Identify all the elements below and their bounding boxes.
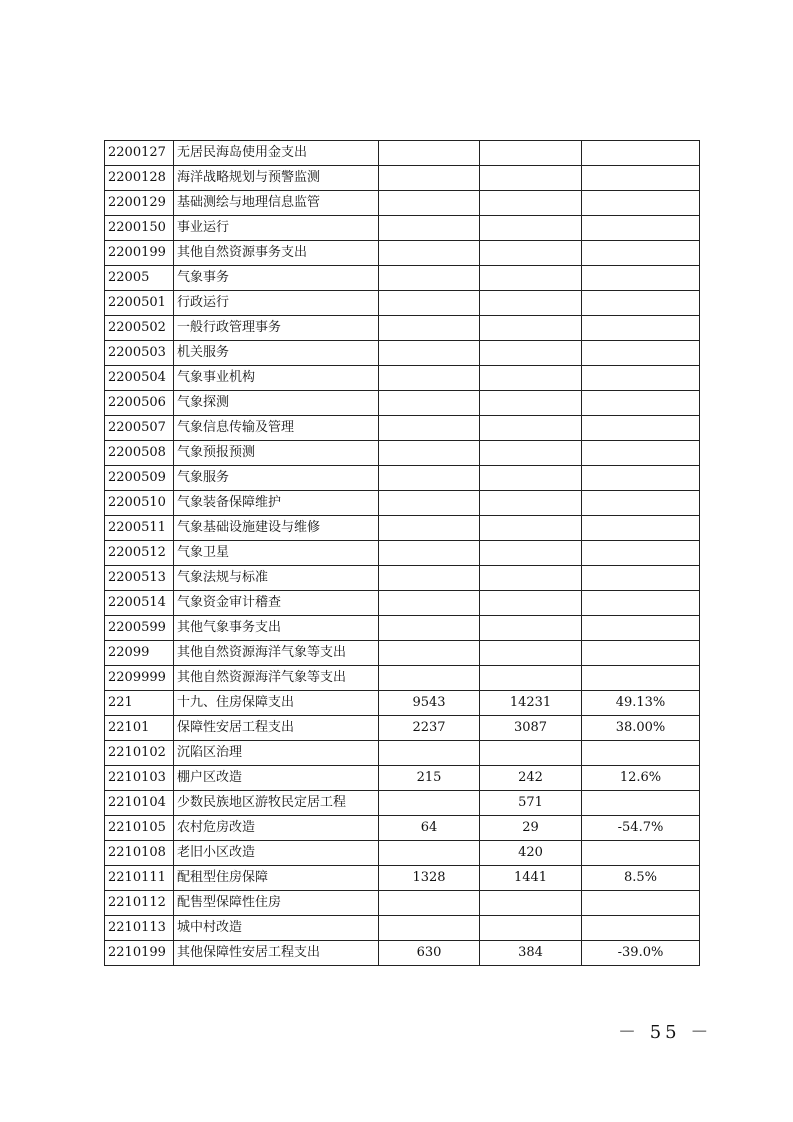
cell-code: 2200128 bbox=[105, 166, 174, 191]
table-row bbox=[105, 316, 700, 341]
table-row bbox=[105, 141, 700, 166]
cell-value-2 bbox=[480, 641, 582, 666]
cell-code: 22101 bbox=[105, 716, 174, 741]
table-row bbox=[105, 616, 700, 641]
cell-change-rate bbox=[582, 291, 700, 316]
cell-value-2: 1441 bbox=[480, 866, 582, 891]
cell-change-rate bbox=[582, 391, 700, 416]
cell-value-1 bbox=[379, 316, 480, 341]
cell-value-2 bbox=[480, 741, 582, 766]
cell-value-1 bbox=[379, 141, 480, 166]
cell-value-1 bbox=[379, 366, 480, 391]
cell-change-rate: -39.0% bbox=[582, 941, 700, 966]
cell-item-name: 气象信息传输及管理 bbox=[174, 416, 379, 441]
budget-table bbox=[104, 140, 700, 966]
table-row bbox=[105, 391, 700, 416]
table-row bbox=[105, 216, 700, 241]
cell-item-name: 气象服务 bbox=[174, 466, 379, 491]
table-row bbox=[105, 891, 700, 916]
table-row bbox=[105, 641, 700, 666]
cell-code: 2210111 bbox=[105, 866, 174, 891]
cell-item-name: 棚户区改造 bbox=[174, 766, 379, 791]
cell-value-1 bbox=[379, 591, 480, 616]
cell-value-2 bbox=[480, 616, 582, 641]
cell-change-rate bbox=[582, 141, 700, 166]
cell-value-1 bbox=[379, 216, 480, 241]
cell-code: 2210108 bbox=[105, 841, 174, 866]
cell-value-1 bbox=[379, 241, 480, 266]
cell-change-rate: -54.7% bbox=[582, 816, 700, 841]
cell-value-2 bbox=[480, 316, 582, 341]
cell-item-name: 一般行政管理事务 bbox=[174, 316, 379, 341]
cell-item-name: 气象卫星 bbox=[174, 541, 379, 566]
cell-value-1 bbox=[379, 641, 480, 666]
cell-value-2 bbox=[480, 541, 582, 566]
table-row bbox=[105, 791, 700, 816]
cell-item-name: 海洋战略规划与预警监测 bbox=[174, 166, 379, 191]
cell-value-2 bbox=[480, 491, 582, 516]
cell-value-1 bbox=[379, 791, 480, 816]
cell-value-2 bbox=[480, 916, 582, 941]
cell-change-rate bbox=[582, 416, 700, 441]
cell-code: 2200199 bbox=[105, 241, 174, 266]
cell-value-2 bbox=[480, 466, 582, 491]
cell-code: 2200599 bbox=[105, 616, 174, 641]
cell-value-2 bbox=[480, 441, 582, 466]
cell-value-2 bbox=[480, 366, 582, 391]
table-row bbox=[105, 441, 700, 466]
cell-value-1: 64 bbox=[379, 816, 480, 841]
cell-change-rate bbox=[582, 891, 700, 916]
cell-value-1 bbox=[379, 666, 480, 691]
cell-value-1: 215 bbox=[379, 766, 480, 791]
cell-item-name: 少数民族地区游牧民定居工程 bbox=[174, 791, 379, 816]
cell-value-1 bbox=[379, 891, 480, 916]
cell-code: 2200513 bbox=[105, 566, 174, 591]
cell-code: 2210199 bbox=[105, 941, 174, 966]
table-row bbox=[105, 291, 700, 316]
cell-value-2 bbox=[480, 891, 582, 916]
cell-item-name: 无居民海岛使用金支出 bbox=[174, 141, 379, 166]
cell-value-1 bbox=[379, 741, 480, 766]
cell-change-rate: 12.6% bbox=[582, 766, 700, 791]
table-row bbox=[105, 941, 700, 966]
cell-value-2 bbox=[480, 291, 582, 316]
cell-item-name: 气象事务 bbox=[174, 266, 379, 291]
cell-change-rate: 49.13% bbox=[582, 691, 700, 716]
cell-value-2 bbox=[480, 591, 582, 616]
cell-value-1 bbox=[379, 441, 480, 466]
cell-change-rate bbox=[582, 266, 700, 291]
cell-value-2 bbox=[480, 516, 582, 541]
cell-change-rate bbox=[582, 316, 700, 341]
cell-value-1: 1328 bbox=[379, 866, 480, 891]
cell-code: 2210112 bbox=[105, 891, 174, 916]
cell-change-rate: 38.00% bbox=[582, 716, 700, 741]
cell-item-name: 其他自然资源海洋气象等支出 bbox=[174, 666, 379, 691]
cell-value-2 bbox=[480, 566, 582, 591]
cell-code: 2200510 bbox=[105, 491, 174, 516]
cell-code: 2200508 bbox=[105, 441, 174, 466]
cell-item-name: 配租型住房保障 bbox=[174, 866, 379, 891]
cell-value-2 bbox=[480, 166, 582, 191]
cell-value-1 bbox=[379, 341, 480, 366]
table-row bbox=[105, 366, 700, 391]
cell-value-2 bbox=[480, 241, 582, 266]
cell-code: 2210102 bbox=[105, 741, 174, 766]
table-row bbox=[105, 166, 700, 191]
table-row bbox=[105, 591, 700, 616]
table-row bbox=[105, 241, 700, 266]
table-row bbox=[105, 516, 700, 541]
cell-code: 2200514 bbox=[105, 591, 174, 616]
cell-value-2 bbox=[480, 416, 582, 441]
cell-change-rate bbox=[582, 241, 700, 266]
cell-value-1 bbox=[379, 466, 480, 491]
cell-item-name: 气象探测 bbox=[174, 391, 379, 416]
cell-item-name: 配售型保障性住房 bbox=[174, 891, 379, 916]
cell-code: 2200506 bbox=[105, 391, 174, 416]
table-row bbox=[105, 466, 700, 491]
table-row bbox=[105, 666, 700, 691]
cell-item-name: 农村危房改造 bbox=[174, 816, 379, 841]
cell-value-2: 420 bbox=[480, 841, 582, 866]
cell-code: 2200501 bbox=[105, 291, 174, 316]
cell-item-name: 气象基础设施建设与维修 bbox=[174, 516, 379, 541]
cell-value-1 bbox=[379, 516, 480, 541]
cell-value-2 bbox=[480, 191, 582, 216]
cell-change-rate bbox=[582, 191, 700, 216]
cell-value-2: 571 bbox=[480, 791, 582, 816]
cell-change-rate bbox=[582, 841, 700, 866]
cell-value-2 bbox=[480, 391, 582, 416]
cell-value-1 bbox=[379, 566, 480, 591]
cell-change-rate bbox=[582, 791, 700, 816]
cell-value-2 bbox=[480, 141, 582, 166]
cell-item-name: 气象预报预测 bbox=[174, 441, 379, 466]
cell-change-rate bbox=[582, 366, 700, 391]
cell-code: 2200503 bbox=[105, 341, 174, 366]
table-row bbox=[105, 766, 700, 791]
cell-change-rate bbox=[582, 666, 700, 691]
cell-code: 2209999 bbox=[105, 666, 174, 691]
cell-item-name: 气象装备保障维护 bbox=[174, 491, 379, 516]
table-row bbox=[105, 841, 700, 866]
cell-change-rate bbox=[582, 566, 700, 591]
cell-change-rate bbox=[582, 441, 700, 466]
cell-value-2 bbox=[480, 666, 582, 691]
table-row bbox=[105, 191, 700, 216]
table-row bbox=[105, 741, 700, 766]
cell-value-1 bbox=[379, 491, 480, 516]
cell-code: 2200507 bbox=[105, 416, 174, 441]
table-row bbox=[105, 341, 700, 366]
cell-change-rate bbox=[582, 491, 700, 516]
cell-code: 2200511 bbox=[105, 516, 174, 541]
cell-value-2: 14231 bbox=[480, 691, 582, 716]
table-row bbox=[105, 691, 700, 716]
cell-item-name: 其他保障性安居工程支出 bbox=[174, 941, 379, 966]
cell-change-rate bbox=[582, 591, 700, 616]
cell-change-rate bbox=[582, 641, 700, 666]
cell-value-2 bbox=[480, 266, 582, 291]
cell-item-name: 十九、住房保障支出 bbox=[174, 691, 379, 716]
cell-item-name: 气象资金审计稽查 bbox=[174, 591, 379, 616]
cell-change-rate bbox=[582, 466, 700, 491]
cell-change-rate bbox=[582, 916, 700, 941]
table-row bbox=[105, 866, 700, 891]
table-row bbox=[105, 916, 700, 941]
cell-item-name: 城中村改造 bbox=[174, 916, 379, 941]
cell-value-1: 2237 bbox=[379, 716, 480, 741]
cell-change-rate: 8.5% bbox=[582, 866, 700, 891]
cell-value-1 bbox=[379, 291, 480, 316]
table-row bbox=[105, 816, 700, 841]
cell-code: 22005 bbox=[105, 266, 174, 291]
cell-code: 2210105 bbox=[105, 816, 174, 841]
cell-code: 2200129 bbox=[105, 191, 174, 216]
cell-code: 22099 bbox=[105, 641, 174, 666]
table-row bbox=[105, 491, 700, 516]
cell-value-1 bbox=[379, 391, 480, 416]
cell-value-2 bbox=[480, 216, 582, 241]
table-row bbox=[105, 566, 700, 591]
cell-item-name: 其他气象事务支出 bbox=[174, 616, 379, 641]
table-row bbox=[105, 541, 700, 566]
cell-item-name: 行政运行 bbox=[174, 291, 379, 316]
cell-code: 2210103 bbox=[105, 766, 174, 791]
cell-item-name: 气象事业机构 bbox=[174, 366, 379, 391]
cell-change-rate bbox=[582, 341, 700, 366]
cell-value-2: 29 bbox=[480, 816, 582, 841]
cell-item-name: 保障性安居工程支出 bbox=[174, 716, 379, 741]
cell-item-name: 气象法规与标准 bbox=[174, 566, 379, 591]
cell-value-2: 3087 bbox=[480, 716, 582, 741]
cell-item-name: 基础测绘与地理信息监管 bbox=[174, 191, 379, 216]
cell-code: 2210104 bbox=[105, 791, 174, 816]
cell-value-1 bbox=[379, 191, 480, 216]
cell-value-1 bbox=[379, 166, 480, 191]
table-row bbox=[105, 266, 700, 291]
cell-value-1: 9543 bbox=[379, 691, 480, 716]
cell-item-name: 机关服务 bbox=[174, 341, 379, 366]
cell-change-rate bbox=[582, 741, 700, 766]
cell-value-1 bbox=[379, 266, 480, 291]
cell-code: 2200150 bbox=[105, 216, 174, 241]
cell-change-rate bbox=[582, 616, 700, 641]
cell-change-rate bbox=[582, 166, 700, 191]
cell-value-1 bbox=[379, 841, 480, 866]
cell-item-name: 沉陷区治理 bbox=[174, 741, 379, 766]
cell-code: 2200502 bbox=[105, 316, 174, 341]
cell-value-1 bbox=[379, 916, 480, 941]
cell-item-name: 其他自然资源海洋气象等支出 bbox=[174, 641, 379, 666]
cell-change-rate bbox=[582, 516, 700, 541]
cell-code: 2200504 bbox=[105, 366, 174, 391]
cell-code: 2200127 bbox=[105, 141, 174, 166]
cell-value-2 bbox=[480, 341, 582, 366]
cell-change-rate bbox=[582, 541, 700, 566]
page-number: － 55 － bbox=[618, 1022, 713, 1043]
cell-code: 2200512 bbox=[105, 541, 174, 566]
cell-item-name: 老旧小区改造 bbox=[174, 841, 379, 866]
cell-value-1 bbox=[379, 416, 480, 441]
cell-item-name: 事业运行 bbox=[174, 216, 379, 241]
cell-value-2: 384 bbox=[480, 941, 582, 966]
cell-value-2: 242 bbox=[480, 766, 582, 791]
cell-item-name: 其他自然资源事务支出 bbox=[174, 241, 379, 266]
table-body bbox=[105, 141, 700, 966]
cell-code: 2200509 bbox=[105, 466, 174, 491]
cell-change-rate bbox=[582, 216, 700, 241]
cell-value-1 bbox=[379, 541, 480, 566]
cell-code: 2210113 bbox=[105, 916, 174, 941]
cell-value-1: 630 bbox=[379, 941, 480, 966]
table-row bbox=[105, 416, 700, 441]
cell-code: 221 bbox=[105, 691, 174, 716]
cell-value-1 bbox=[379, 616, 480, 641]
table-row bbox=[105, 716, 700, 741]
